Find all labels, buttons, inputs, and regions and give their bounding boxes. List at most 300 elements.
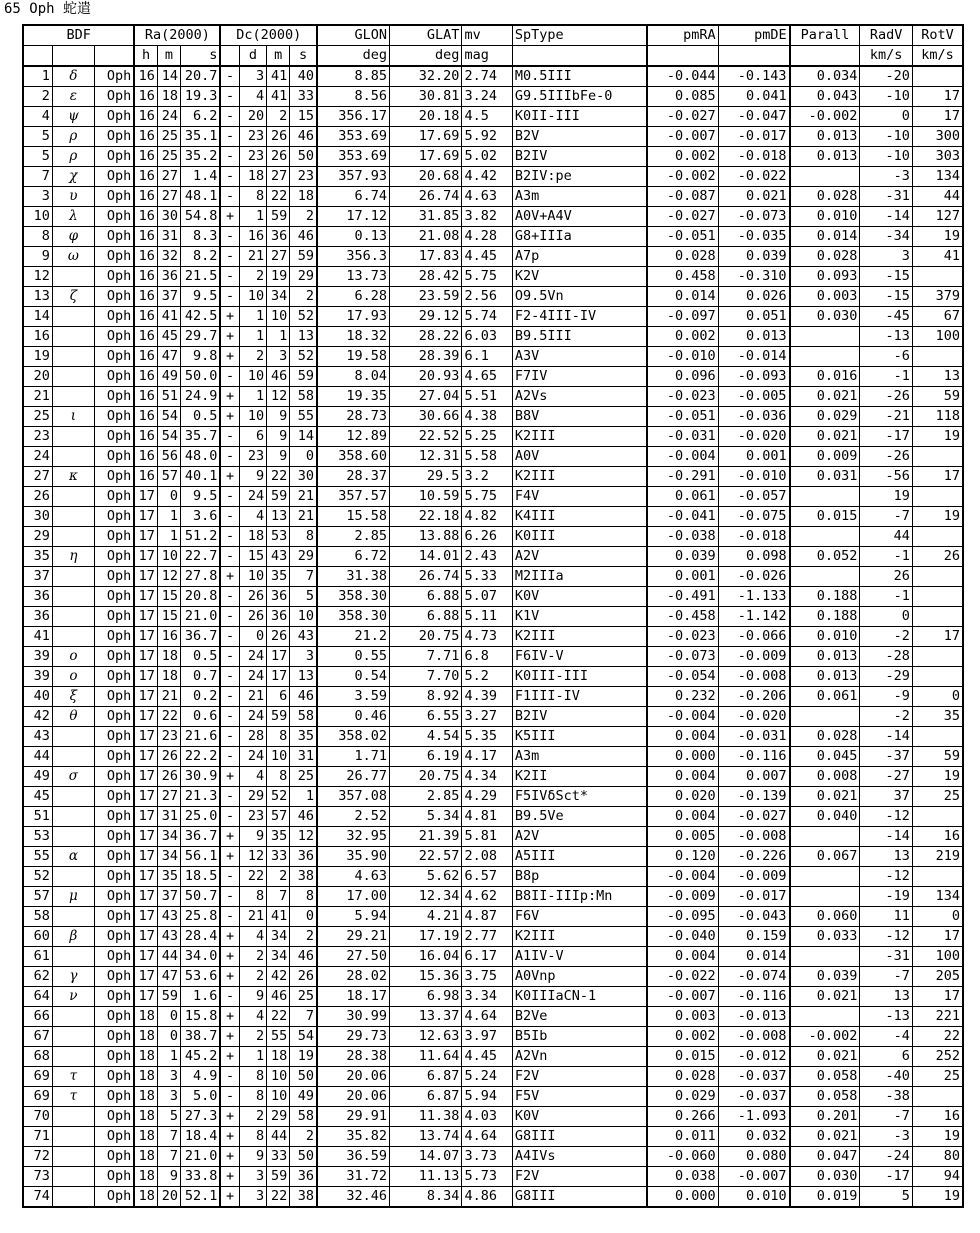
cell-rotv: 17: [912, 107, 963, 127]
cell-pmra: -0.054: [647, 667, 718, 687]
cell-dec-m: 46: [267, 367, 290, 387]
cell-parall: [790, 527, 860, 547]
cell-radv: -31: [860, 947, 913, 967]
cell-pmra: 0.001: [647, 567, 718, 587]
cell-dec-m: 22: [267, 1007, 290, 1027]
cell-dec-d: 1: [239, 327, 266, 347]
cell-num: 45: [23, 787, 52, 807]
cell-dec-m: 59: [267, 207, 290, 227]
cell-dec-sign: -: [220, 427, 239, 447]
cell-rotv: 379: [912, 287, 963, 307]
cell-sptype: K0III: [512, 527, 646, 547]
cell-pmde: -0.093: [718, 367, 789, 387]
cell-mv: 2.08: [462, 847, 512, 867]
table-row: [23, 107, 963, 127]
cell-ra-h: 17: [134, 787, 157, 807]
cell-parall: 0.010: [790, 627, 860, 647]
cell-dec-sign: +: [220, 327, 239, 347]
cell-ra-h: 17: [134, 947, 157, 967]
cell-ra-s: 48.1: [181, 187, 221, 207]
cell-greek: υ: [52, 187, 94, 207]
cell-ra-m: 49: [157, 367, 180, 387]
cell-pmde: -0.073: [718, 207, 789, 227]
cell-dec-s: 13: [290, 667, 317, 687]
cell-dec-d: 23: [239, 807, 266, 827]
cell-con: Oph: [94, 247, 134, 267]
cell-pmde: 0.007: [718, 767, 789, 787]
cell-sptype: B8p: [512, 867, 646, 887]
cell-dec-s: 12: [290, 827, 317, 847]
cell-mv: 6.17: [462, 947, 512, 967]
cell-sptype: F5IVδSct*: [512, 787, 646, 807]
cell-num: 36: [23, 607, 52, 627]
cell-radv: 5: [860, 1187, 913, 1208]
cell-dec-d: 8: [239, 187, 266, 207]
cell-mv: 3.75: [462, 967, 512, 987]
cell-sptype: A0Vnp: [512, 967, 646, 987]
cell-dec-m: 18: [267, 1047, 290, 1067]
cell-con: Oph: [94, 467, 134, 487]
cell-dec-m: 26: [267, 127, 290, 147]
cell-dec-s: 26: [290, 967, 317, 987]
cell-dec-d: 4: [239, 87, 266, 107]
cell-rotv: 100: [912, 327, 963, 347]
cell-ra-m: 36: [157, 267, 180, 287]
table-row: [23, 147, 963, 167]
cell-rotv: 44: [912, 187, 963, 207]
cell-dec-d: 23: [239, 447, 266, 467]
cell-mv: 5.07: [462, 587, 512, 607]
cell-sptype: A2V: [512, 827, 646, 847]
cell-glon: 3.59: [317, 687, 389, 707]
cell-con: Oph: [94, 327, 134, 347]
cell-dec-m: 12: [267, 387, 290, 407]
cell-greek: [52, 507, 94, 527]
cell-num: 69: [23, 1087, 52, 1107]
cell-rotv: 59: [912, 747, 963, 767]
cell-sptype: K2III: [512, 927, 646, 947]
cell-pmra: 0.038: [647, 1167, 718, 1187]
table-row: [23, 767, 963, 787]
cell-ra-s: 21.0: [181, 1147, 221, 1167]
cell-parall: [790, 487, 860, 507]
cell-dec-m: 9: [267, 427, 290, 447]
cell-ra-s: 21.3: [181, 787, 221, 807]
cell-con: Oph: [94, 727, 134, 747]
cell-greek: ο: [52, 647, 94, 667]
cell-radv: -7: [860, 507, 913, 527]
cell-radv: -17: [860, 1167, 913, 1187]
cell-mv: 5.2: [462, 667, 512, 687]
cell-ra-h: 16: [134, 447, 157, 467]
cell-ra-h: 17: [134, 527, 157, 547]
cell-dec-d: 4: [239, 767, 266, 787]
cell-dec-s: 25: [290, 987, 317, 1007]
cell-pmra: 0.004: [647, 727, 718, 747]
cell-ra-m: 7: [157, 1127, 180, 1147]
cell-ra-h: 16: [134, 87, 157, 107]
cell-ra-h: 16: [134, 367, 157, 387]
cell-ra-m: 25: [157, 147, 180, 167]
cell-dec-m: 10: [267, 307, 290, 327]
cell-pmra: -0.073: [647, 647, 718, 667]
cell-glon: 357.08: [317, 787, 389, 807]
cell-glon: 28.37: [317, 467, 389, 487]
cell-dec-d: 26: [239, 587, 266, 607]
cell-glat: 12.63: [389, 1027, 461, 1047]
cell-dec-s: 2: [290, 287, 317, 307]
cell-pmde: -0.008: [718, 1027, 789, 1047]
cell-ra-s: 20.7: [181, 66, 221, 87]
cell-ra-m: 24: [157, 107, 180, 127]
cell-pmra: 0.096: [647, 367, 718, 387]
cell-parall: 0.188: [790, 607, 860, 627]
cell-pmra: -0.491: [647, 587, 718, 607]
cell-pmra: -0.051: [647, 407, 718, 427]
cell-rotv: [912, 66, 963, 87]
cell-dec-d: 24: [239, 667, 266, 687]
cell-dec-s: 15: [290, 107, 317, 127]
cell-parall: 0.201: [790, 1107, 860, 1127]
cell-sptype: G8III: [512, 1187, 646, 1208]
cell-glon: 0.55: [317, 647, 389, 667]
cell-dec-m: 13: [267, 507, 290, 527]
cell-pmra: 0.061: [647, 487, 718, 507]
cell-mv: 6.03: [462, 327, 512, 347]
unit-s: s: [181, 46, 221, 67]
cell-dec-sign: -: [220, 587, 239, 607]
cell-ra-m: 0: [157, 487, 180, 507]
cell-glon: 356.17: [317, 107, 389, 127]
cell-sptype: A3V: [512, 347, 646, 367]
cell-con: Oph: [94, 207, 134, 227]
cell-glon: 26.77: [317, 767, 389, 787]
cell-glon: 0.13: [317, 227, 389, 247]
cell-con: Oph: [94, 1007, 134, 1027]
cell-greek: [52, 527, 94, 547]
cell-radv: -13: [860, 1007, 913, 1027]
cell-dec-sign: +: [220, 1007, 239, 1027]
cell-radv: -37: [860, 747, 913, 767]
cell-radv: -29: [860, 667, 913, 687]
cell-glon: 0.54: [317, 667, 389, 687]
cell-dec-m: 41: [267, 907, 290, 927]
cell-con: Oph: [94, 287, 134, 307]
cell-ra-h: 17: [134, 927, 157, 947]
cell-dec-d: 2: [239, 1107, 266, 1127]
col-header-pmde: pmDE: [718, 25, 789, 46]
cell-pmde: -0.010: [718, 467, 789, 487]
cell-pmde: -0.310: [718, 267, 789, 287]
cell-dec-sign: +: [220, 567, 239, 587]
cell-con: Oph: [94, 227, 134, 247]
cell-dec-d: 21: [239, 687, 266, 707]
table-row: [23, 567, 963, 587]
cell-ra-h: 18: [134, 1067, 157, 1087]
cell-rotv: 41: [912, 247, 963, 267]
cell-ra-s: 19.3: [181, 87, 221, 107]
cell-num: 37: [23, 567, 52, 587]
cell-parall: 0.019: [790, 1187, 860, 1208]
cell-dec-sign: -: [220, 907, 239, 927]
cell-mv: 4.64: [462, 1007, 512, 1027]
cell-radv: -14: [860, 827, 913, 847]
cell-pmde: -0.226: [718, 847, 789, 867]
cell-sptype: K2II: [512, 767, 646, 787]
cell-sptype: K0V: [512, 1107, 646, 1127]
cell-ra-m: 27: [157, 787, 180, 807]
cell-ra-s: 35.7: [181, 427, 221, 447]
cell-ra-s: 25.8: [181, 907, 221, 927]
cell-rotv: 67: [912, 307, 963, 327]
cell-dec-s: 13: [290, 327, 317, 347]
cell-pmra: -0.458: [647, 607, 718, 627]
table-row: [23, 887, 963, 907]
header-row-1: [23, 25, 963, 46]
cell-parall: 0.093: [790, 267, 860, 287]
cell-dec-sign: -: [220, 727, 239, 747]
cell-radv: 0: [860, 107, 913, 127]
cell-glon: 353.69: [317, 127, 389, 147]
cell-ra-s: 0.7: [181, 667, 221, 687]
cell-dec-d: 4: [239, 927, 266, 947]
cell-sptype: B2IV:pe: [512, 167, 646, 187]
cell-con: Oph: [94, 1067, 134, 1087]
cell-rotv: 19: [912, 1127, 963, 1147]
cell-glon: 31.72: [317, 1167, 389, 1187]
cell-dec-s: 21: [290, 487, 317, 507]
cell-rotv: 17: [912, 87, 963, 107]
table-row: [23, 207, 963, 227]
table-row: [23, 267, 963, 287]
cell-dec-s: 35: [290, 727, 317, 747]
cell-ra-m: 10: [157, 547, 180, 567]
cell-dec-d: 8: [239, 1067, 266, 1087]
cell-glat: 5.34: [389, 807, 461, 827]
cell-mv: 3.24: [462, 87, 512, 107]
cell-num: 61: [23, 947, 52, 967]
cell-radv: -38: [860, 1087, 913, 1107]
cell-ra-h: 16: [134, 407, 157, 427]
cell-dec-s: 25: [290, 767, 317, 787]
cell-ra-s: 38.7: [181, 1027, 221, 1047]
cell-con: Oph: [94, 767, 134, 787]
cell-dec-d: 10: [239, 287, 266, 307]
cell-glon: 18.17: [317, 987, 389, 1007]
cell-pmde: -0.017: [718, 887, 789, 907]
cell-ra-h: 16: [134, 307, 157, 327]
cell-rotv: 252: [912, 1047, 963, 1067]
cell-radv: -19: [860, 887, 913, 907]
cell-dec-m: 59: [267, 1167, 290, 1187]
cell-parall: 0.029: [790, 407, 860, 427]
cell-ra-m: 27: [157, 187, 180, 207]
cell-glon: 28.38: [317, 1047, 389, 1067]
cell-dec-sign: -: [220, 487, 239, 507]
cell-ra-s: 53.6: [181, 967, 221, 987]
cell-ra-m: 32: [157, 247, 180, 267]
cell-num: 55: [23, 847, 52, 867]
cell-greek: γ: [52, 967, 94, 987]
cell-rotv: 26: [912, 547, 963, 567]
table-row: [23, 967, 963, 987]
cell-glon: 2.52: [317, 807, 389, 827]
cell-ra-s: 34.0: [181, 947, 221, 967]
cell-glat: 14.07: [389, 1147, 461, 1167]
cell-parall: 0.030: [790, 307, 860, 327]
cell-pmra: 0.028: [647, 1067, 718, 1087]
cell-mv: 4.62: [462, 887, 512, 907]
cell-glat: 17.69: [389, 147, 461, 167]
cell-radv: -17: [860, 427, 913, 447]
cell-pmra: -0.022: [647, 967, 718, 987]
cell-dec-sign: -: [220, 747, 239, 767]
cell-num: 41: [23, 627, 52, 647]
cell-glat: 8.92: [389, 687, 461, 707]
cell-sptype: B2IV: [512, 707, 646, 727]
cell-pmde: 0.010: [718, 1187, 789, 1208]
cell-dec-s: 46: [290, 227, 317, 247]
cell-num: 43: [23, 727, 52, 747]
cell-dec-sign: -: [220, 447, 239, 467]
cell-pmde: -0.066: [718, 627, 789, 647]
cell-pmde: 0.041: [718, 87, 789, 107]
cell-rotv: 17: [912, 467, 963, 487]
cell-ra-m: 34: [157, 827, 180, 847]
cell-sptype: K2III: [512, 427, 646, 447]
cell-glat: 12.34: [389, 887, 461, 907]
cell-sptype: M2IIIa: [512, 567, 646, 587]
cell-pmra: -0.291: [647, 467, 718, 487]
table-row: [23, 1027, 963, 1047]
cell-pmde: -0.020: [718, 707, 789, 727]
cell-dec-sign: -: [220, 987, 239, 1007]
cell-mv: 4.34: [462, 767, 512, 787]
cell-parall: 0.058: [790, 1087, 860, 1107]
cell-ra-h: 17: [134, 667, 157, 687]
cell-ra-m: 5: [157, 1107, 180, 1127]
table-row: [23, 687, 963, 707]
cell-glon: 358.30: [317, 587, 389, 607]
cell-ra-h: 16: [134, 347, 157, 367]
cell-mv: 2.74: [462, 66, 512, 87]
cell-radv: -12: [860, 807, 913, 827]
cell-ra-m: 0: [157, 1007, 180, 1027]
cell-dec-sign: -: [220, 687, 239, 707]
cell-rotv: 13: [912, 367, 963, 387]
cell-pmde: 0.039: [718, 247, 789, 267]
cell-pmra: 0.029: [647, 1087, 718, 1107]
cell-pmde: -0.037: [718, 1067, 789, 1087]
cell-pmra: -0.007: [647, 987, 718, 1007]
cell-parall: 0.021: [790, 1127, 860, 1147]
cell-greek: [52, 1127, 94, 1147]
cell-mv: 2.56: [462, 287, 512, 307]
cell-radv: -9: [860, 687, 913, 707]
cell-greek: δ: [52, 66, 94, 87]
cell-num: 21: [23, 387, 52, 407]
table-row: [23, 227, 963, 247]
col-header-sptype: SpType: [512, 25, 646, 46]
cell-pmde: -0.074: [718, 967, 789, 987]
cell-dec-d: 9: [239, 467, 266, 487]
cell-ra-m: 37: [157, 887, 180, 907]
cell-rotv: [912, 1087, 963, 1107]
cell-glat: 12.31: [389, 447, 461, 467]
cell-pmde: -0.022: [718, 167, 789, 187]
table-row: [23, 1127, 963, 1147]
cell-radv: -14: [860, 727, 913, 747]
cell-dec-sign: -: [220, 867, 239, 887]
cell-rotv: 59: [912, 387, 963, 407]
cell-mv: 4.28: [462, 227, 512, 247]
table-row: [23, 547, 963, 567]
cell-dec-d: 28: [239, 727, 266, 747]
cell-rotv: 22: [912, 1027, 963, 1047]
cell-mv: 3.34: [462, 987, 512, 1007]
cell-glat: 13.74: [389, 1127, 461, 1147]
cell-greek: [52, 367, 94, 387]
cell-dec-d: 26: [239, 607, 266, 627]
cell-num: 64: [23, 987, 52, 1007]
cell-dec-sign: +: [220, 307, 239, 327]
cell-greek: σ: [52, 767, 94, 787]
cell-con: Oph: [94, 987, 134, 1007]
cell-parall: [790, 567, 860, 587]
cell-dec-sign: +: [220, 467, 239, 487]
cell-con: Oph: [94, 967, 134, 987]
cell-radv: -26: [860, 387, 913, 407]
cell-ra-s: 5.0: [181, 1087, 221, 1107]
cell-dec-m: 6: [267, 687, 290, 707]
cell-glat: 2.85: [389, 787, 461, 807]
cell-num: 16: [23, 327, 52, 347]
table-row: [23, 1147, 963, 1167]
table-row: [23, 347, 963, 367]
cell-con: Oph: [94, 807, 134, 827]
table-row: [23, 507, 963, 527]
cell-ra-s: 24.9: [181, 387, 221, 407]
table-row: [23, 727, 963, 747]
cell-pmra: -0.041: [647, 507, 718, 527]
cell-con: Oph: [94, 387, 134, 407]
cell-mv: 4.63: [462, 187, 512, 207]
cell-num: 71: [23, 1127, 52, 1147]
cell-ra-m: 47: [157, 967, 180, 987]
cell-dec-s: 21: [290, 507, 317, 527]
cell-pmra: 0.266: [647, 1107, 718, 1127]
cell-dec-m: 22: [267, 467, 290, 487]
cell-dec-s: 0: [290, 907, 317, 927]
cell-ra-s: 3.6: [181, 507, 221, 527]
cell-ra-m: 43: [157, 927, 180, 947]
cell-radv: 13: [860, 987, 913, 1007]
cell-num: 3: [23, 187, 52, 207]
cell-ra-s: 40.1: [181, 467, 221, 487]
cell-rotv: 0: [912, 907, 963, 927]
cell-dec-sign: -: [220, 147, 239, 167]
cell-mv: 4.45: [462, 247, 512, 267]
cell-pmde: -0.005: [718, 387, 789, 407]
cell-parall: 0.030: [790, 1167, 860, 1187]
cell-greek: ι: [52, 407, 94, 427]
cell-dec-d: 10: [239, 407, 266, 427]
cell-ra-h: 16: [134, 387, 157, 407]
cell-ra-s: 21.5: [181, 267, 221, 287]
cell-dec-m: 22: [267, 187, 290, 207]
col-header-dc: Dc(2000): [220, 25, 317, 46]
cell-dec-s: 40: [290, 66, 317, 87]
